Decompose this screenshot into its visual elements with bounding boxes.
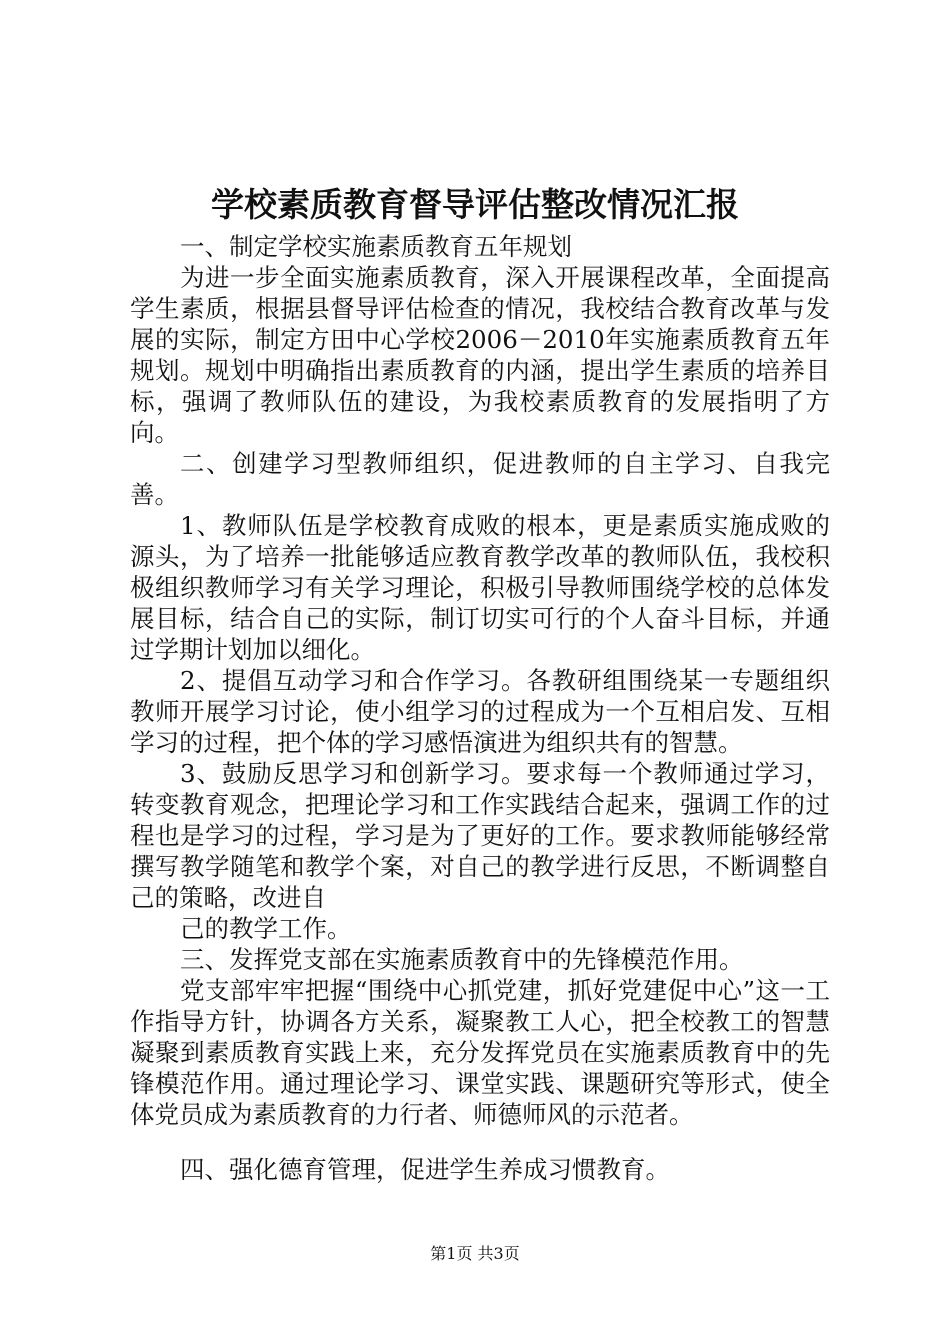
section-heading-4: 四、强化德育管理，促进学生养成习惯教育。 <box>180 1155 670 1184</box>
document-body <box>130 231 830 1185</box>
paragraph-4: 3、鼓励反思学习和创新学习。要求每一个教师通过学习，转变教育观念，把理论学习和工作实践结合起来，强调工作的过程也是学习的过程，学习是为了更好的工作。要求教师能够经常撰写教学随笔和教学个案，对自己的教学进行反思，不断调整自己的策略，改进自 <box>130 759 830 912</box>
section-heading-3: 三、发挥党支部在实施素质教育中的先锋模范作用。 <box>180 945 744 974</box>
paragraph-3: 2、提倡互动学习和合作学习。各教研组围绕某一专题组织教师开展学习讨论，使小组学习的过程成为一个互相启发、互相学习的过程，把个体的学习感悟演进为组织共有的智慧。 <box>130 666 830 757</box>
section-heading-2: 二、创建学习型教师组织，促进教师的自主学习、自我完善。 <box>130 449 830 509</box>
paragraph-gap <box>130 1130 830 1154</box>
paragraph-5: 党支部牢牢把握“围绕中心抓党建，抓好党建促中心”这一工作指导方针，协调各方关系，凝聚教工人心，把全校教工的智慧凝聚到素质教育实践上来，充分发挥党员在实施素质教育中的先锋模范作用。通过理论学习、课堂实践、课题研究等形式，使全体党员成为素质教育的力行者、师德师风的示范者。 <box>130 976 830 1129</box>
paragraph-2: 1、教师队伍是学校教育成败的根本，更是素质实施成败的源头，为了培养一批能够适应教育教学改革的教师队伍，我校积极组织教师学习有关学习理论，积极引导教师围绕学校的总体发展目标，结合自己的实际，制订切实可行的个人奋斗目标，并通过学期计划加以细化。 <box>130 511 830 664</box>
document-title: 学校素质教育督导评估整改情况汇报 <box>211 185 739 224</box>
paragraph-4-continued: 己的教学工作。 <box>180 914 352 943</box>
section-heading-1: 一、制定学校实施素质教育五年规划 <box>180 232 572 261</box>
paragraph-1: 为进一步全面实施素质教育，深入开展课程改革，全面提高学生素质，根据县督导评估检查的情况，我校结合教育改革与发展的实际，制定方田中心学校2006－2010年实施素质教育五年规划。规划中明确指出素质教育的内涵，提出学生素质的培养目标，强调了教师队伍的建设，为我校素质教育的发展指明了方向。 <box>130 263 830 447</box>
page-footer: 第1页 共3页 <box>430 1244 520 1263</box>
